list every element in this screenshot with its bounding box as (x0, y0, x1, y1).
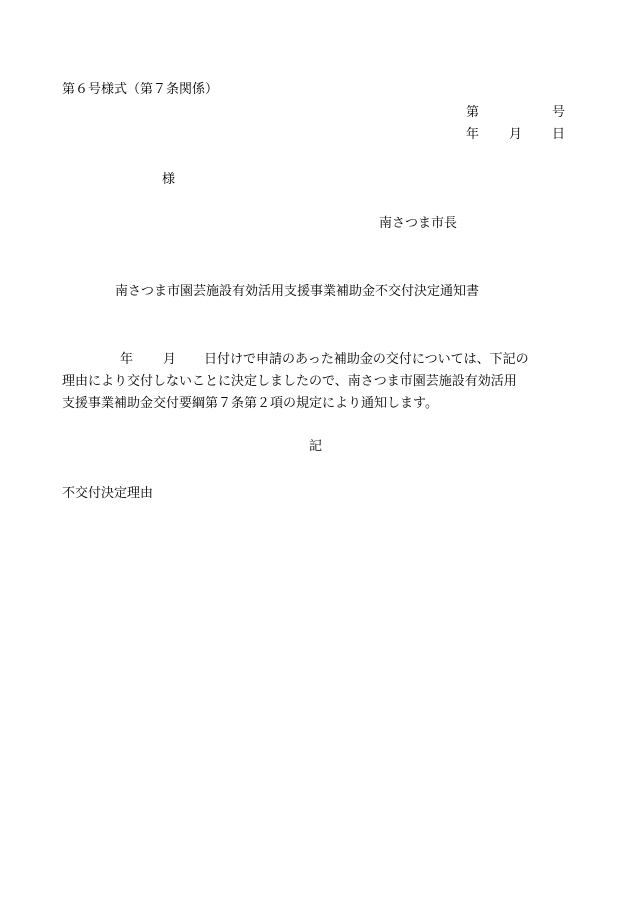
body-date-year: 年 (120, 352, 134, 367)
recipient-honorific: 様 (162, 172, 176, 187)
body-line-2: 理由により交付しないことに決定しましたので、南さつま市園芸施設有効活用 (62, 374, 517, 389)
form-identifier: 第６号様式（第７条関係） (62, 82, 219, 97)
body-line-1 (62, 349, 572, 371)
document-number-prefix: 第 (466, 105, 480, 120)
body-line-1-text: 日付けで申請のあった補助金の交付については、下記の (204, 352, 529, 367)
issue-date-month-label: 月 (509, 127, 523, 142)
document-title: 南さつま市園芸施設有効活用支援事業補助金不交付決定通知書 (115, 284, 480, 299)
issuer-name: 南さつま市長 (379, 216, 458, 231)
ki-heading: 記 (309, 439, 323, 454)
body-paragraph (62, 349, 572, 415)
body-date-month: 月 (163, 352, 177, 367)
reason-label: 不交付決定理由 (62, 486, 154, 501)
issue-date-year-label: 年 (466, 127, 480, 142)
document-number-suffix: 号 (552, 105, 566, 120)
body-line-3: 支援事業補助金交付要綱第７条第２項の規定により通知します。 (62, 396, 438, 411)
issue-date-day-label: 日 (552, 127, 566, 142)
